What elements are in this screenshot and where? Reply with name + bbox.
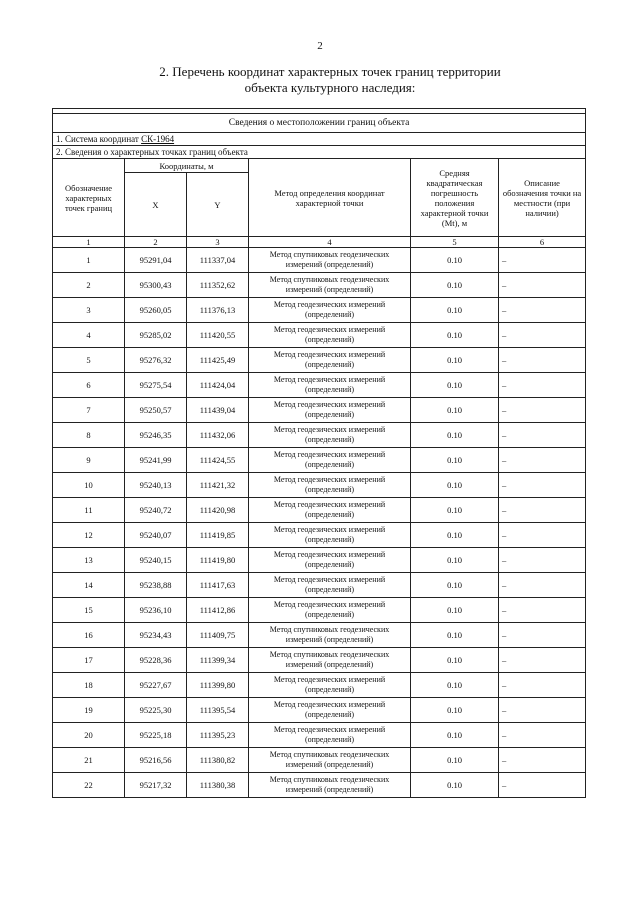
header-y: Y: [187, 173, 249, 237]
cell-description: –: [499, 623, 586, 648]
cell-error: 0.10: [411, 298, 499, 323]
section-title: Сведения о местоположении границ объекта: [53, 114, 586, 133]
header-error: Средняя квадратическая погрешность положения характерной точки (Mt), м: [411, 159, 499, 237]
heading-line-1: 2. Перечень координат характерных точек границ территории: [159, 64, 501, 79]
cell-point-number: 18: [53, 673, 125, 698]
cell-y: 111380,38: [187, 773, 249, 798]
cell-point-number: 4: [53, 323, 125, 348]
cell-x: 95216,56: [125, 748, 187, 773]
cell-error: 0.10: [411, 698, 499, 723]
table-row: [53, 648, 586, 673]
cell-x: 95240,15: [125, 548, 187, 573]
cell-description: –: [499, 348, 586, 373]
cell-point-number: 11: [53, 498, 125, 523]
cell-y: 111399,80: [187, 673, 249, 698]
table-row: [53, 298, 586, 323]
cell-method: Метод геодезических измерений (определений): [249, 448, 411, 473]
cell-y: 111380,82: [187, 748, 249, 773]
cell-description: –: [499, 323, 586, 348]
cell-description: –: [499, 748, 586, 773]
table-row: [53, 623, 586, 648]
cell-error: 0.10: [411, 423, 499, 448]
cell-method: Метод геодезических измерений (определений): [249, 373, 411, 398]
header-description: Описание обозначения точки на местности (при наличии): [499, 159, 586, 237]
table-row: [53, 573, 586, 598]
table-row: [53, 273, 586, 298]
table-row: [53, 373, 586, 398]
cell-description: –: [499, 573, 586, 598]
cell-point-number: 8: [53, 423, 125, 448]
table-row: [53, 698, 586, 723]
header-point-designation: Обозначение характерных точек границ: [53, 159, 125, 237]
cell-x: 95227,67: [125, 673, 187, 698]
cell-point-number: 22: [53, 773, 125, 798]
column-number: 1: [53, 237, 125, 248]
cell-x: 95225,18: [125, 723, 187, 748]
cell-y: 111432,06: [187, 423, 249, 448]
cell-method: Метод геодезических измерений (определений): [249, 548, 411, 573]
cell-error: 0.10: [411, 723, 499, 748]
cell-y: 111421,32: [187, 473, 249, 498]
cell-y: 111417,63: [187, 573, 249, 598]
cell-y: 111395,23: [187, 723, 249, 748]
column-number: 3: [187, 237, 249, 248]
cell-y: 111395,54: [187, 698, 249, 723]
cell-point-number: 5: [53, 348, 125, 373]
cell-method: Метод спутниковых геодезических измерений (определений): [249, 773, 411, 798]
cell-error: 0.10: [411, 448, 499, 473]
table-row: [53, 248, 586, 273]
cell-point-number: 13: [53, 548, 125, 573]
cell-x: 95240,13: [125, 473, 187, 498]
cell-y: 111420,55: [187, 323, 249, 348]
cell-point-number: 17: [53, 648, 125, 673]
cell-description: –: [499, 423, 586, 448]
table-row: [53, 348, 586, 373]
cell-point-number: 12: [53, 523, 125, 548]
cell-y: 111399,34: [187, 648, 249, 673]
cell-x: 95246,35: [125, 423, 187, 448]
table-row: [53, 748, 586, 773]
cell-method: Метод спутниковых геодезических измерений (определений): [249, 248, 411, 273]
cell-point-number: 10: [53, 473, 125, 498]
cell-x: 95240,72: [125, 498, 187, 523]
cell-point-number: 19: [53, 698, 125, 723]
cell-method: Метод геодезических измерений (определений): [249, 498, 411, 523]
cell-description: –: [499, 598, 586, 623]
cell-error: 0.10: [411, 748, 499, 773]
cell-error: 0.10: [411, 248, 499, 273]
cell-error: 0.10: [411, 273, 499, 298]
cell-y: 111424,04: [187, 373, 249, 398]
cell-x: 95275,54: [125, 373, 187, 398]
cell-method: Метод геодезических измерений (определений): [249, 598, 411, 623]
cell-x: 95236,10: [125, 598, 187, 623]
table-row: [53, 323, 586, 348]
cell-y: 111419,85: [187, 523, 249, 548]
cell-method: Метод спутниковых геодезических измерений (определений): [249, 273, 411, 298]
cell-method: Метод спутниковых геодезических измерений (определений): [249, 623, 411, 648]
cell-point-number: 9: [53, 448, 125, 473]
cell-x: 95250,57: [125, 398, 187, 423]
cell-x: 95225,30: [125, 698, 187, 723]
table-row: [53, 723, 586, 748]
cell-point-number: 14: [53, 573, 125, 598]
cell-point-number: 3: [53, 298, 125, 323]
table-row: [53, 423, 586, 448]
cell-description: –: [499, 723, 586, 748]
cell-y: 111409,75: [187, 623, 249, 648]
coord-system-label: 1. Система координат: [56, 134, 142, 144]
cell-error: 0.10: [411, 673, 499, 698]
cell-description: –: [499, 773, 586, 798]
cell-description: –: [499, 273, 586, 298]
cell-x: 95241,99: [125, 448, 187, 473]
cell-description: –: [499, 298, 586, 323]
cell-description: –: [499, 473, 586, 498]
header-method: Метод определения координат характерной точки: [249, 159, 411, 237]
cell-y: 111352,62: [187, 273, 249, 298]
cell-x: 95291,04: [125, 248, 187, 273]
cell-x: 95238,88: [125, 573, 187, 598]
cell-x: 95285,02: [125, 323, 187, 348]
cell-y: 111424,55: [187, 448, 249, 473]
cell-description: –: [499, 398, 586, 423]
cell-y: 111412,86: [187, 598, 249, 623]
coord-system-row: [53, 133, 586, 146]
cell-description: –: [499, 448, 586, 473]
cell-point-number: 15: [53, 598, 125, 623]
cell-point-number: 20: [53, 723, 125, 748]
coord-system-value: СК-1964: [141, 134, 175, 144]
table-row: [53, 773, 586, 798]
cell-error: 0.10: [411, 773, 499, 798]
column-number: 6: [499, 237, 586, 248]
cell-y: 111420,98: [187, 498, 249, 523]
header-coordinates: Координаты, м: [125, 159, 249, 173]
cell-method: Метод геодезических измерений (определений): [249, 348, 411, 373]
table-row: [53, 673, 586, 698]
cell-method: Метод геодезических измерений (определений): [249, 523, 411, 548]
cell-method: Метод геодезических измерений (определений): [249, 673, 411, 698]
table-row: [53, 473, 586, 498]
page-number: 2: [317, 40, 323, 52]
cell-description: –: [499, 248, 586, 273]
column-number: 5: [411, 237, 499, 248]
cell-description: –: [499, 698, 586, 723]
cell-error: 0.10: [411, 598, 499, 623]
cell-point-number: 2: [53, 273, 125, 298]
cell-x: 95217,32: [125, 773, 187, 798]
cell-point-number: 16: [53, 623, 125, 648]
cell-method: Метод геодезических измерений (определений): [249, 473, 411, 498]
cell-method: Метод спутниковых геодезических измерений (определений): [249, 748, 411, 773]
cell-error: 0.10: [411, 373, 499, 398]
column-number: 2: [125, 237, 187, 248]
cell-x: 95276,32: [125, 348, 187, 373]
cell-description: –: [499, 373, 586, 398]
cell-error: 0.10: [411, 623, 499, 648]
cell-error: 0.10: [411, 323, 499, 348]
table-row: [53, 598, 586, 623]
cell-error: 0.10: [411, 573, 499, 598]
cell-description: –: [499, 498, 586, 523]
cell-description: –: [499, 548, 586, 573]
cell-method: Метод геодезических измерений (определений): [249, 323, 411, 348]
table-row: [53, 398, 586, 423]
cell-error: 0.10: [411, 348, 499, 373]
cell-method: Метод геодезических измерений (определений): [249, 423, 411, 448]
heading-line-2: объекта культурного наследия:: [244, 80, 416, 95]
table-row: [53, 448, 586, 473]
table-row: [53, 498, 586, 523]
cell-point-number: 7: [53, 398, 125, 423]
points-info-row: 2. Сведения о характерных точках границ объекта: [53, 146, 586, 159]
cell-y: 111419,80: [187, 548, 249, 573]
cell-error: 0.10: [411, 523, 499, 548]
cell-point-number: 21: [53, 748, 125, 773]
cell-error: 0.10: [411, 498, 499, 523]
table-row: [53, 523, 586, 548]
cell-x: 95300,43: [125, 273, 187, 298]
cell-x: 95260,05: [125, 298, 187, 323]
cell-y: 111337,04: [187, 248, 249, 273]
cell-error: 0.10: [411, 398, 499, 423]
page-heading: [100, 64, 560, 96]
cell-point-number: 1: [53, 248, 125, 273]
cell-error: 0.10: [411, 648, 499, 673]
cell-y: 111425,49: [187, 348, 249, 373]
cell-description: –: [499, 648, 586, 673]
header-x: X: [125, 173, 187, 237]
column-number: 4: [249, 237, 411, 248]
cell-point-number: 6: [53, 373, 125, 398]
cell-y: 111439,04: [187, 398, 249, 423]
cell-description: –: [499, 523, 586, 548]
cell-description: –: [499, 673, 586, 698]
coordinates-table: [52, 108, 586, 798]
table-row: [53, 548, 586, 573]
cell-method: Метод геодезических измерений (определений): [249, 398, 411, 423]
cell-x: 95234,43: [125, 623, 187, 648]
cell-y: 111376,13: [187, 298, 249, 323]
cell-x: 95228,36: [125, 648, 187, 673]
cell-method: Метод геодезических измерений (определений): [249, 573, 411, 598]
cell-error: 0.10: [411, 548, 499, 573]
cell-x: 95240,07: [125, 523, 187, 548]
cell-method: Метод спутниковых геодезических измерений (определений): [249, 648, 411, 673]
cell-method: Метод геодезических измерений (определений): [249, 723, 411, 748]
cell-method: Метод геодезических измерений (определений): [249, 298, 411, 323]
cell-error: 0.10: [411, 473, 499, 498]
cell-method: Метод геодезических измерений (определений): [249, 698, 411, 723]
